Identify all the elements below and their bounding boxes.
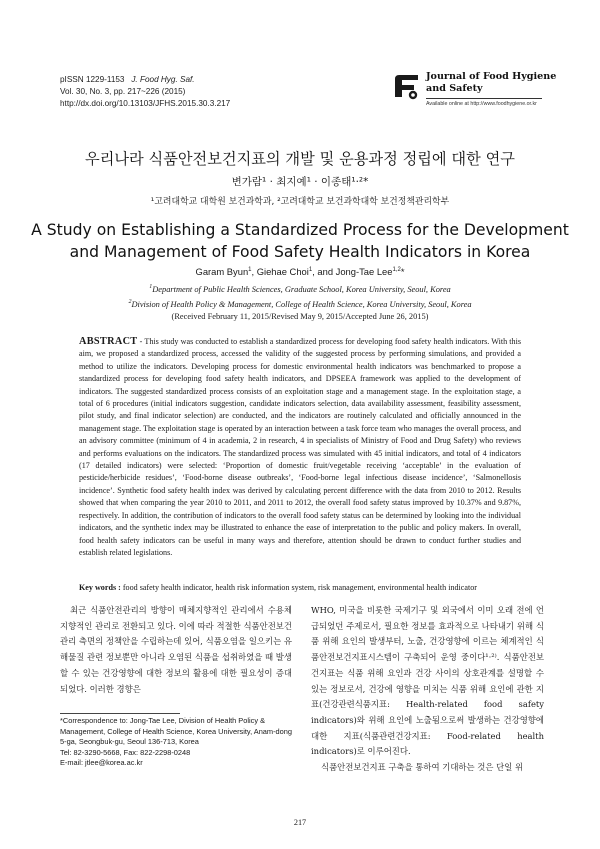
body-column-left: [60, 603, 292, 697]
affiliations-english: [0, 281, 600, 323]
affiliation-korean: ¹고려대학교 대학원 보건과학과, ²고려대학교 보건과학대학 보건정책관리학부: [150, 197, 450, 207]
journal-available-online[interactable]: Available online at http://www.foodhygiene.or.kr: [426, 101, 537, 107]
keywords: [79, 583, 521, 592]
correspondence-email[interactable]: E-mail: jtlee@korea.ac.kr: [60, 758, 143, 767]
journal-divider: [426, 98, 542, 99]
authors-korean: 변가람¹ · 최지예¹ · 이종태¹·²*: [231, 176, 369, 188]
author-1: Garam Byun: [195, 266, 249, 277]
keywords-label: Key words :: [79, 583, 121, 592]
title-korean: 우리나라 식품안전보건지표의 개발 및 운용과정 정립에 대한 연구: [85, 150, 515, 168]
abstract: [79, 336, 521, 559]
author-2: Giehae Choi: [256, 266, 309, 277]
body-paragraph: 식품안전보건지표 구축을 통하여 기대하는 것은 단일 위: [321, 762, 524, 773]
body-paragraph: WHO, 미국을 비롯한 국제기구 및 외국에서 이미 오래 전에 언급되었던 주제로서, 필요한 정보를 효과적으로 나타내기 위해 식품 위해 요인의 발생부터, 노출, 건강영향에 이르는 체계적인 식품안전보건지표시스템이 구축되어 운영 중이다¹·²⁾. 식품안전보건지표는 식품 위해 요인과 건강 사이의 상호관계를 설명할 수 있는 정보로서, 건강에 영향을 미치는 식품 위해 요인에 관한 지표(건강관련식품지표: Health-related food safety indicators)와 위해 요인에 노출됨으로써 발생하는 건강영향에 대한 지표(식품관련건강지표: Food-related health indicators)로 이루어진다.: [311, 605, 544, 757]
title-english: A Study on Establishing a Standardized Process for the Development and Management of Food Safety Health Indicators in Korea: [31, 221, 569, 261]
volume-line: Vol. 30, No. 3, pp. 217~226 (2015): [60, 87, 186, 96]
abstract-text: - This study was conducted to establish a standardized process for developing food safety health indicators. With this aim, we proposed a standardized process, accessed the validity of the suggested process by performing simulations, and provided a method to utilize the indicators. Developing process for domestic environmental health indicators was benchmarked to propose a standardized process for developing food safety health indicators, and DPSEEA framework was applied to the development of indicators. The suggested standardized process consists of an exploitation stage and a management stage. In the exploitation stage, a total of 6 procedures (initial indicators suggestion, candidate indicators selection, data availability assessment, feasibility assessment, pilot study, and final indicator selection) are conducted, and the indicators are routinely calculated and officially announced in the management stage. The exploitation stage is operated by an interaction between a task force team who manages the overall process, and an advisory committee (minimum of 4 in academia, 2 in research, 4 in specialists of Ministry of Food and Drug Safety) who reviews and performs evaluations on the indicators. The standardized process was simulated with 45 initial indicators, and total of 4 indicators (17 detailed indicators) were selected: ‘Proportion of domestic fruit/vegetable receiving ‘acceptable’ in the evaluation of pesticide/herbicide residues’, ‘Food-borne disease outbreaks’, ‘Food-borne legal infectious disease incidence’, ‘Salmonellosis incidence’. Synthetic food safety health index was derived by calculating percent difference with the data from 2010 to 2012. Results showed that when comparing the year 2010 to 2011, and 2011 to 2012, the overall food safety status improved by 10.37% and 9.87%, respectively. In addition, the contribution of indicators to the overall food safety status can be determined by looking into the individual indicators, and the synthetic index may be illustrated to enhance the ease of interpretation to the public and policy makers. In overall, food health safety indicators can be useful in many ways and therefore, attention should be drawn to conduct further studies and establish related legislations.: [79, 337, 521, 557]
page-number: 217: [293, 818, 307, 827]
author-3: Jong-Tae Lee: [335, 266, 393, 277]
received-dates: (Received February 11, 2015/Revised May 9, 2015/Accepted June 26, 2015): [171, 312, 429, 322]
abstract-label: ABSTRACT: [79, 336, 138, 347]
body-paragraph: 최근 식품안전관리의 방향이 매체지향적인 관리에서 수용체지향적인 관리로 전환되고 있다. 이에 따라 적절한 식품안전보건관리 측면의 정책안을 수립하는데 있어, 식품오염을 일으키는 유해물질 관련 정보뿐만 아니라 오염된 식품을 섭취하였을 때 발생할 수 있는 건강영향에 대한 정보의 활용에 대한 필요성이 증대되었다. 이러한 경향은: [60, 605, 292, 694]
keywords-text: food safety health indicator, health risk information system, risk management, environmental health indicator: [120, 583, 477, 592]
footnote-divider: [60, 713, 180, 714]
corresponding-star: *: [400, 266, 405, 277]
correspondence-footnote: *Correspondence to: Jong-Tae Lee, Division of Health Policy & Management, College of Health Science, Korea University, Anam-dong 5-ga, Seongbuk-gu, Seoul 136-713, Korea Tel: 82-3290-5668, Fax: 822-2298-0248 E-mail: jtlee@korea.ac.kr: [60, 716, 300, 769]
journal-logo-block: [392, 70, 557, 114]
journal-meta: [60, 74, 230, 110]
food-safety-logo-icon: [392, 72, 422, 102]
doi-link[interactable]: http://dx.doi.org/10.13103/JFHS.2015.30.3.217: [60, 99, 231, 108]
issn: pISSN 1229-1153: [60, 75, 125, 84]
affiliation-1: $^1$Department of Public Health Sciences, Graduate School, Korea University, Seoul, Korea: [149, 284, 451, 294]
affiliation-2: $^2$Division of Health Policy & Management, College of Health Science, Korea University, Seoul, Korea: [128, 299, 472, 309]
journal-title: Journal of Food Hygiene and Safety: [426, 71, 557, 94]
authors-english: Garam Byun$^1$, Giehae Choi$^1$, and Jong-Tae Lee$^{1,2}$*: [195, 266, 405, 277]
journal-abbrev: J. Food Hyg. Saf.: [131, 75, 195, 84]
body-column-right: [311, 603, 544, 776]
